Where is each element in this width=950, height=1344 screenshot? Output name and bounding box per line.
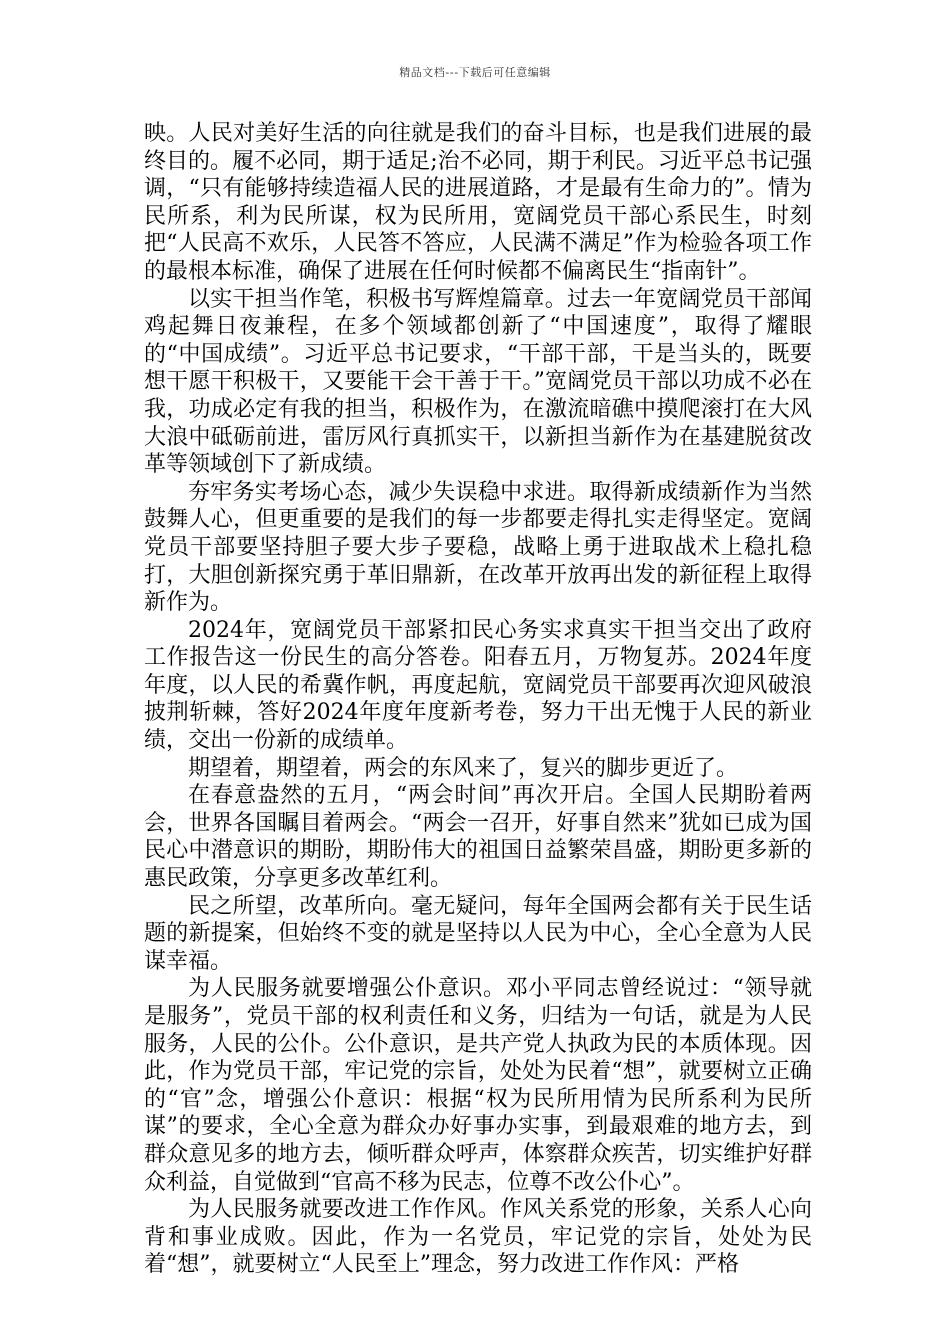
paragraph-7: 民之所望，改革所向。毫无疑问，每年全国两会都有关于民生话题的新提案，但始终不变的就是坚持以人民为中心，全心全意为人民谋幸福。: [144, 893, 812, 974]
paragraph-2: 以实干担当作笔，积极书写辉煌篇章。过去一年宽阔党员干部闻鸡起舞日夜兼程，在多个领域都创新了“中国速度”，取得了耀眼的“中国成绩”。习近平总书记要求，“干部干部，干是当头的，既要想干愿干积极干，又要能干会干善于干。”宽阔党员干部以功成不必在我，功成必定有我的担当，积极作为，在激流暗礁中摸爬滚打在大风大浪中砥砺前进，雷厉风行真抓实干，以新担当新作为在基建脱贫改革等领域创下了新成绩。: [144, 286, 812, 478]
paragraph-5: 期望着，期望着，两会的东风来了，复兴的脚步更近了。: [188, 755, 739, 781]
paragraph-3: 夯牢务实考场心态，减少失误稳中求进。取得新成绩新作为当然鼓舞人心，但更重要的是我们的每一步都要走得扎实走得坚定。宽阔党员干部要坚持胆子要大步子要稳，战略上勇于进取战术上稳扎稳打，大胆创新探究勇于革旧鼎新，在改革开放再出发的新征程上取得新作为。: [144, 479, 812, 616]
paragraph-6: 在春意盎然的五月，“两会时间”再次开启。全国人民期盼着两会，世界各国瞩目着两会。“两会一召开，好事自然来”犹如已成为国民心中潜意识的期盼，期盼伟大的祖国日益繁荣昌盛，期盼更多新的惠民政策，分享更多改革红利。: [144, 783, 812, 892]
paragraph-1: 映。人民对美好生活的向往就是我们的奋斗目标，也是我们进展的最终目的。履不必同，期于适足;治不必同，期于利民。习近平总书记强调，“只有能够持续造福人民的进展道路，才是最有生命力的”。情为民所系，利为民所谋，权为民所用，宽阔党员干部心系民生，时刻把“人民高不欢乐，人民答不答应，人民满不满足”作为检验各项工作的最根本标准，确保了进展在任何时候都不偏离民生“指南针”。: [144, 121, 812, 284]
page-header: 精品文档---下载后可任意编辑: [399, 66, 551, 79]
document-body: [144, 120, 812, 1279]
paragraph-4: 2024年，宽阔党员干部紧扣民心务实求真实干担当交出了政府工作报告这一份民生的高分答卷。阳春五月，万物复苏。2024年度年度，以人民的希冀作帆，再度起航，宽阔党员干部要再次迎风破浪披荆斩棘，答好2024年度年度新考卷，努力干出无愧于人民的新业绩，交出一份新的成绩单。: [144, 617, 812, 754]
paragraph-9: 为人民服务就要改进工作作风。作风关系党的形象，关系人心向背和事业成败。因此，作为一名党员，牢记党的宗旨，处处为民着“想”，就要树立“人民至上”理念，努力改进工作作风：严格: [144, 1197, 812, 1278]
paragraph-8: 为人民服务就要增强公仆意识。邓小平同志曾经说过：“领导就是服务”，党员干部的权利责任和义务，归结为一句话，就是为人民服务，人民的公仆。公仆意识，是共产党人执政为民的本质体现。因此，作为党员干部，牢记党的宗旨，处处为民着“想”，就要树立正确的“官”念，增强公仆意识：根据“权为民所用情为民所系利为民所谋”的要求，全心全意为群众办好事办实事，到最艰难的地方去，到群众意见多的地方去，倾听群众呼声，体察群众疾苦，切实维护好群众利益，自觉做到“官高不移为民志，位尊不改公仆心”。: [144, 976, 812, 1195]
